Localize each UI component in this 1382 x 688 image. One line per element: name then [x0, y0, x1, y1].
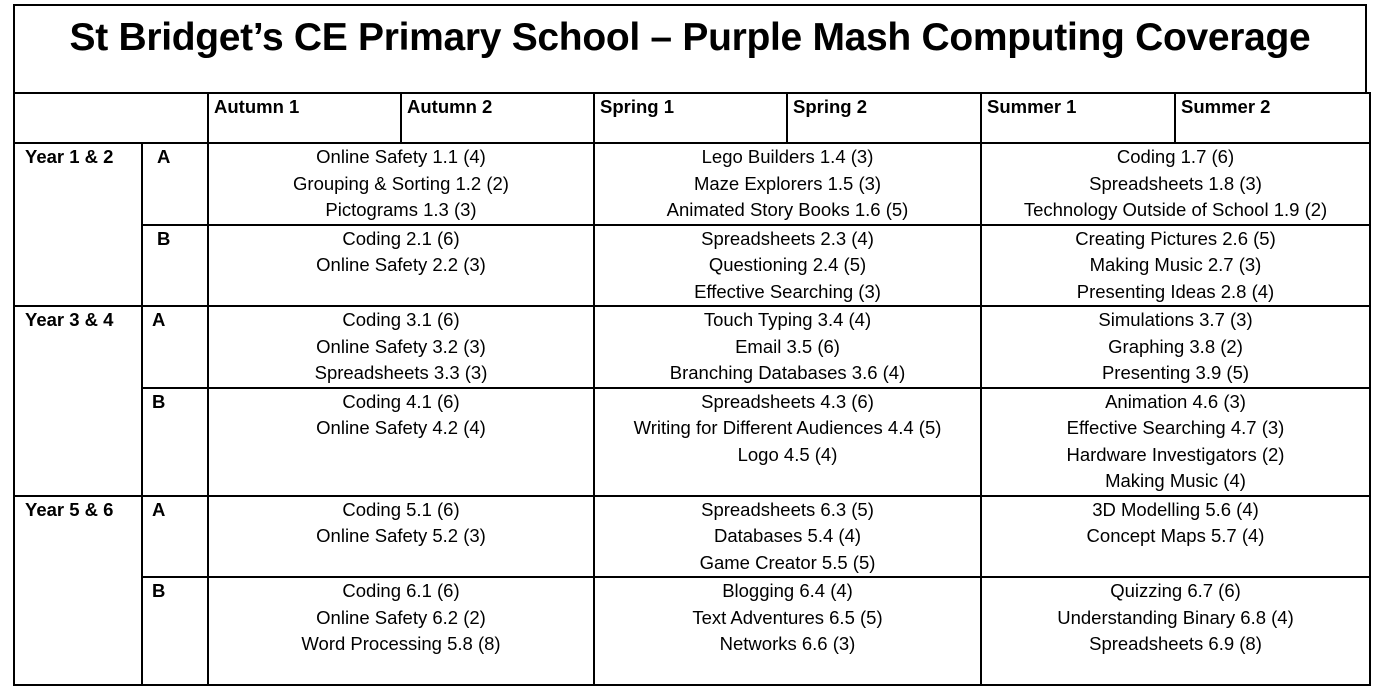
spring-cell: [594, 577, 981, 685]
term-header-autumn-2: Autumn 2: [401, 93, 594, 143]
group-label: A: [142, 306, 208, 388]
year-label: Year 1 & 2: [14, 143, 142, 306]
unit-item: Presenting 3.9 (5): [1101, 362, 1250, 383]
term-header-spring-2: Spring 2: [787, 93, 981, 143]
summer-cell: [981, 143, 1370, 225]
autumn-cell: [208, 496, 594, 578]
unit-item: Simulations 3.7 (3): [1098, 309, 1253, 330]
autumn-cell: [208, 225, 594, 307]
spring-cell: [594, 225, 981, 307]
term-header-autumn-1: Autumn 1: [208, 93, 401, 143]
summer-cell: [981, 388, 1370, 496]
group-label: B: [142, 577, 208, 685]
unit-item: Online Safety 3.2 (3): [316, 335, 486, 357]
summer-cell: [981, 225, 1370, 307]
unit-item: Spreadsheets 6.9 (8): [1089, 633, 1262, 654]
unit-item: Word Processing 5.8 (8): [301, 633, 501, 654]
spring-cell: [594, 143, 981, 225]
unit-item: Writing for Different Audiences 4.4 (5): [633, 417, 942, 438]
unit-item: Graphing 3.8 (2): [1108, 335, 1243, 357]
unit-item: Effective Searching 4.7 (3): [1066, 417, 1285, 438]
header-row: [14, 93, 1370, 143]
unit-item: Making Music (4): [1105, 470, 1246, 491]
coverage-table: [13, 92, 1371, 686]
spring-cell: [594, 496, 981, 578]
unit-item: Databases 5.4 (4): [713, 525, 862, 546]
table-row: [14, 143, 1370, 225]
unit-item: Coding 6.1 (6): [342, 580, 460, 601]
unit-item: Networks 6.6 (3): [719, 633, 856, 654]
term-header-spring-1: Spring 1: [594, 93, 787, 143]
unit-item: Branching Databases 3.6 (4): [669, 362, 906, 383]
unit-item: Animation 4.6 (3): [1105, 390, 1246, 412]
unit-item: Concept Maps 5.7 (4): [1086, 525, 1265, 546]
unit-item: Coding 2.1 (6): [342, 227, 460, 249]
unit-item: Online Safety 6.2 (2): [316, 606, 486, 628]
unit-item: Text Adventures 6.5 (5): [692, 606, 883, 628]
unit-item: Lego Builders 1.4 (3): [701, 146, 874, 167]
unit-item: Maze Explorers 1.5 (3): [693, 172, 882, 194]
unit-item: Blogging 6.4 (4): [722, 580, 853, 601]
unit-item: Understanding Binary 6.8 (4): [1057, 606, 1294, 628]
unit-item: Spreadsheets 6.3 (5): [701, 498, 874, 520]
group-label: B: [142, 388, 208, 496]
autumn-cell: [208, 306, 594, 388]
unit-item: Logo 4.5 (4): [737, 443, 838, 465]
unit-item: Coding 3.1 (6): [342, 309, 460, 330]
table-row: [14, 225, 1370, 307]
unit-item: Quizzing 6.7 (6): [1110, 580, 1241, 601]
group-label: A: [142, 143, 208, 225]
unit-item: Email 3.5 (6): [735, 335, 840, 357]
unit-item: Making Music 2.7 (3): [1089, 254, 1262, 275]
unit-item: Creating Pictures 2.6 (5): [1075, 227, 1276, 249]
unit-item: Questioning 2.4 (5): [708, 254, 867, 275]
table-row: [14, 306, 1370, 388]
table-row: [14, 496, 1370, 578]
summer-cell: [981, 306, 1370, 388]
summer-cell: [981, 577, 1370, 685]
unit-item: 3D Modelling 5.6 (4): [1092, 498, 1259, 520]
unit-item: Spreadsheets 1.8 (3): [1089, 172, 1262, 194]
header-blank-cell: [14, 93, 208, 143]
unit-item: Spreadsheets 3.3 (3): [314, 362, 488, 383]
group-label: B: [142, 225, 208, 307]
autumn-cell: [208, 143, 594, 225]
unit-item: Pictograms 1.3 (3): [325, 199, 477, 220]
unit-item: Grouping & Sorting 1.2 (2): [293, 172, 509, 194]
unit-item: Presenting Ideas 2.8 (4): [1076, 280, 1275, 302]
unit-item: Coding 5.1 (6): [342, 498, 460, 520]
term-header-summer-2: Summer 2: [1175, 93, 1370, 143]
unit-item: Online Safety 5.2 (3): [316, 525, 486, 546]
unit-item: Online Safety 4.2 (4): [316, 417, 486, 438]
page-title: St Bridget’s CE Primary School – Purple Mash Computing Coverage: [69, 16, 1311, 59]
title-box: [13, 4, 1367, 92]
unit-item: Technology Outside of School 1.9 (2): [1023, 199, 1328, 220]
unit-item: Game Creator 5.5 (5): [699, 551, 876, 573]
unit-item: Spreadsheets 2.3 (4): [701, 227, 874, 249]
unit-item: Hardware Investigators (2): [1066, 443, 1285, 465]
unit-item: Touch Typing 3.4 (4): [703, 309, 872, 330]
unit-item: Online Safety 1.1 (4): [316, 146, 486, 167]
year-label: Year 5 & 6: [14, 496, 142, 686]
unit-item: Effective Searching (3): [694, 280, 881, 302]
unit-item: Coding 4.1 (6): [342, 390, 460, 412]
autumn-cell: [208, 577, 594, 685]
unit-item: Coding 1.7 (6): [1116, 146, 1235, 167]
unit-item: Animated Story Books 1.6 (5): [666, 199, 909, 220]
spring-cell: [594, 306, 981, 388]
autumn-cell: [208, 388, 594, 496]
group-label: A: [142, 496, 208, 578]
summer-cell: [981, 496, 1370, 578]
table-row: [14, 577, 1370, 685]
year-label: Year 3 & 4: [14, 306, 142, 496]
unit-item: Spreadsheets 4.3 (6): [701, 390, 874, 412]
term-header-summer-1: Summer 1: [981, 93, 1175, 143]
table-row: [14, 388, 1370, 496]
spring-cell: [594, 388, 981, 496]
unit-item: Online Safety 2.2 (3): [316, 254, 486, 275]
